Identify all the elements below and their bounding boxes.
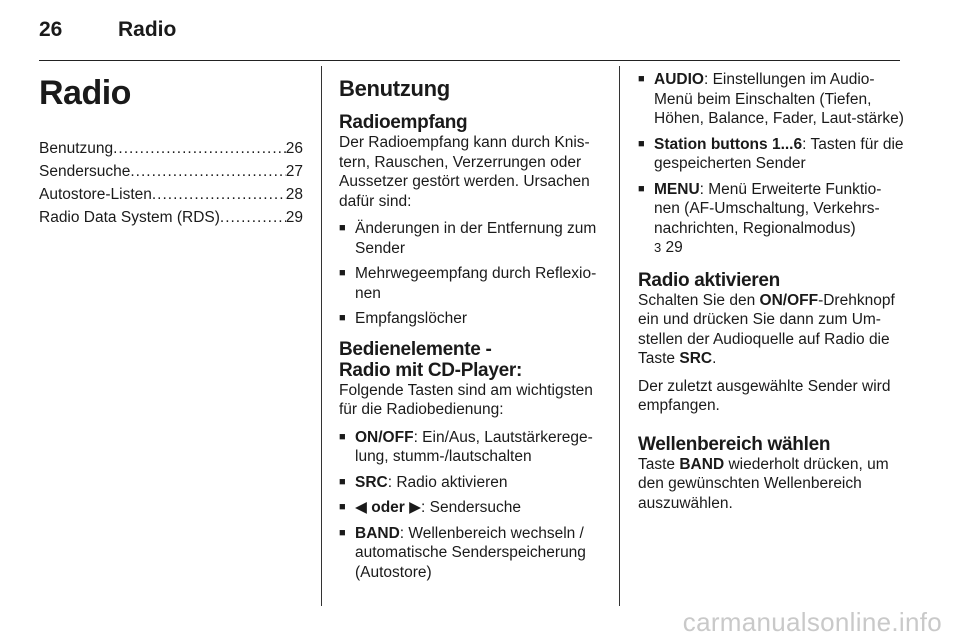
text-run: Taste — [638, 455, 680, 473]
key-description: : Menü Erweiterte Funktio-nen (AF-Umschaltung, Verkehrs-nachrichten, Regionalmodus) — [654, 180, 882, 237]
key-description: : Radio aktivieren — [387, 473, 508, 491]
list-item: ■ Änderungen in der Entfernung zum Sender — [339, 219, 603, 258]
key-description: : Wellenbereich wechseln / automatische Senderspeicherung (Autostore) — [355, 524, 586, 581]
key-name: ◀ oder ▶ — [355, 499, 422, 516]
toc-item[interactable] — [39, 183, 303, 206]
subsection-title: Radioempfang — [339, 112, 468, 133]
key-name: BAND — [355, 524, 400, 542]
list-item — [339, 428, 603, 467]
paragraph — [638, 455, 906, 514]
key-name: SRC — [355, 473, 388, 491]
header-section: Radio — [118, 18, 177, 41]
bullet-list — [339, 428, 603, 583]
text-run: -Drehknopf ein und drücken Sie dann zum Um-stellen der Audioquelle auf Radio die Taste — [638, 291, 895, 367]
subsection-title: Wellenbereich wählen — [638, 433, 831, 455]
list-item — [339, 524, 603, 583]
toc-page: 28 — [285, 186, 303, 203]
toc-label: Sendersuche — [39, 163, 131, 180]
toc-leader — [113, 137, 286, 160]
list-item — [638, 70, 906, 129]
text-run: . — [712, 350, 717, 367]
subsection-title: Radio aktivieren — [638, 269, 780, 291]
list-item — [339, 473, 603, 493]
section-title: Benutzung — [339, 76, 450, 101]
toc-item[interactable] — [39, 137, 303, 160]
paragraph: Folgende Tasten sind am wichtigsten für die Radiobedienung: — [339, 381, 593, 418]
page-reference-icon: 3 — [654, 240, 662, 255]
paragraph: Der zuletzt ausgewählte Sender wird empfangen. — [638, 377, 891, 414]
key-description: : Sendersuche — [421, 499, 522, 516]
column-divider — [321, 66, 322, 606]
controls-column — [638, 66, 906, 521]
toc-page: 29 — [285, 209, 303, 226]
key-name: Station buttons 1...6 — [654, 135, 803, 153]
key-name: ON/OFF — [759, 291, 819, 309]
toc-column — [39, 66, 303, 229]
toc-label: Radio Data System (RDS) — [39, 209, 220, 226]
text-run: Schalten Sie den — [638, 291, 760, 309]
key-name: ON/OFF — [355, 428, 414, 446]
key-description: : Tasten für die gespeicherten Sender — [654, 135, 904, 172]
key-name: BAND — [679, 455, 725, 473]
key-name: MENU — [654, 180, 700, 198]
list-item — [638, 135, 906, 174]
list-item — [339, 498, 603, 518]
chapter-title: Radio — [39, 74, 131, 112]
paragraph: Der Radioempfang kann durch Knis-tern, Rauschen, Verzerrungen oder Aussetzer gestört werden. Ursachen dafür sind: — [339, 134, 590, 210]
toc-item[interactable] — [39, 160, 303, 183]
subsection-title-line: Radio mit CD-Player: — [339, 359, 522, 381]
toc-page: 27 — [285, 163, 303, 180]
bullet-list — [339, 219, 603, 329]
key-name: AUDIO — [654, 71, 704, 88]
list-item: ■ Empfangslöcher — [339, 309, 603, 329]
toc-item[interactable] — [39, 206, 303, 229]
key-name: SRC — [679, 350, 713, 367]
key-description: : Einstellungen im Audio-Menü beim Einschalten (Tiefen, Höhen, Balance, Fader, Laut-stärke) — [654, 71, 904, 127]
bullet-list — [638, 70, 906, 258]
page-header — [39, 18, 176, 42]
paragraph — [638, 291, 906, 369]
column-divider — [619, 66, 620, 606]
subsection-title-line: Bedienelemente - — [339, 338, 492, 360]
page-reference[interactable]: 29 — [665, 239, 683, 256]
usage-column — [339, 66, 603, 590]
toc-leader — [130, 160, 285, 183]
list-item — [638, 180, 906, 258]
header-rule — [39, 60, 900, 61]
toc-page: 26 — [285, 140, 303, 157]
text-run: wiederholt drücken, um den gewünschten Wellenbereich auszuwählen. — [638, 455, 889, 512]
page-number: 26 — [39, 18, 63, 41]
subsection-title — [339, 339, 603, 381]
toc-leader — [152, 183, 286, 206]
list-item: ■ Mehrwegeempfang durch Reflexio-nen — [339, 264, 603, 303]
toc-leader — [220, 206, 286, 229]
toc-label: Autostore-Listen — [39, 186, 152, 203]
watermark: carmanualsonline.info — [682, 607, 942, 637]
key-description: : Ein/Aus, Lautstärkerege-lung, stumm-/lautschalten — [355, 428, 593, 465]
toc-label: Benutzung — [39, 140, 114, 157]
